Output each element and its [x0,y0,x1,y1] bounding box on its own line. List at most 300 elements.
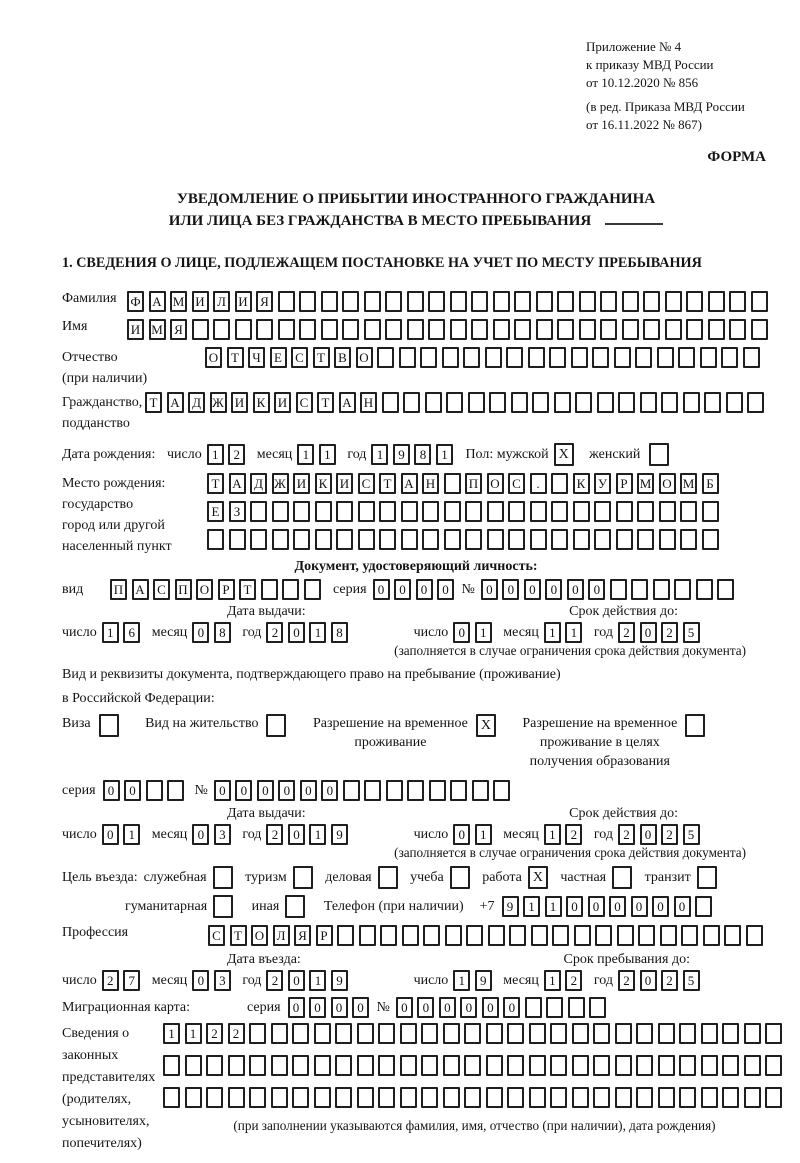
char-cell[interactable] [450,780,467,801]
char-cell[interactable]: К [315,473,332,494]
char-cell[interactable]: 2 [228,444,245,465]
char-cell[interactable]: 9 [331,970,348,991]
char-cell[interactable] [486,1023,503,1044]
char-cell[interactable]: С [296,392,313,413]
char-cell[interactable] [574,925,591,946]
char-cell[interactable] [665,291,682,312]
char-cell[interactable] [343,780,360,801]
char-cell[interactable] [471,319,488,340]
char-cell[interactable] [551,473,568,494]
char-cell[interactable] [463,347,480,368]
char-cell[interactable]: Н [360,392,377,413]
char-cell[interactable] [729,319,746,340]
char-cell[interactable]: Т [239,579,256,600]
char-cell[interactable] [486,1055,503,1076]
char-cell[interactable] [249,1055,266,1076]
char-cell[interactable] [229,529,246,550]
char-cell[interactable] [403,392,420,413]
char-cell[interactable] [450,291,467,312]
char-cell[interactable] [744,1023,761,1044]
char-cell[interactable]: Т [230,925,247,946]
char-cell[interactable]: 7 [123,970,140,991]
char-cell[interactable]: 3 [214,970,231,991]
char-cell[interactable] [382,392,399,413]
char-cell[interactable] [722,1087,739,1108]
sex-female-checkbox[interactable] [649,443,669,466]
char-cell[interactable]: 0 [396,997,413,1018]
char-cell[interactable] [678,347,695,368]
char-cell[interactable] [402,925,419,946]
char-cell[interactable]: 9 [331,824,348,845]
char-cell[interactable]: 1 [544,970,561,991]
char-cell[interactable]: 2 [618,622,635,643]
char-cell[interactable] [631,579,648,600]
char-cell[interactable] [529,1055,546,1076]
char-cell[interactable]: С [291,347,308,368]
char-cell[interactable] [464,1023,481,1044]
char-cell[interactable] [572,1087,589,1108]
char-cell[interactable]: 0 [321,780,338,801]
char-cell[interactable] [532,392,549,413]
char-cell[interactable] [357,1023,374,1044]
char-cell[interactable]: П [110,579,127,600]
char-cell[interactable] [428,291,445,312]
char-cell[interactable]: Б [702,473,719,494]
purpose-work-checkbox[interactable]: X [528,866,548,889]
char-cell[interactable]: О [251,925,268,946]
char-cell[interactable]: Т [317,392,334,413]
char-cell[interactable] [299,291,316,312]
char-cell[interactable]: 0 [674,896,691,917]
char-cell[interactable]: 0 [417,997,434,1018]
char-cell[interactable]: М [637,473,654,494]
char-cell[interactable] [551,529,568,550]
char-cell[interactable] [507,1055,524,1076]
char-cell[interactable] [640,392,657,413]
char-cell[interactable]: 5 [683,970,700,991]
char-cell[interactable]: 2 [565,824,582,845]
char-cell[interactable] [378,1023,395,1044]
char-cell[interactable] [261,579,278,600]
char-cell[interactable] [378,1055,395,1076]
char-cell[interactable] [489,392,506,413]
residence-permit-checkbox[interactable] [266,714,286,737]
char-cell[interactable] [724,925,741,946]
char-cell[interactable] [618,392,635,413]
char-cell[interactable] [726,392,743,413]
char-cell[interactable]: И [127,319,144,340]
char-cell[interactable] [708,319,725,340]
char-cell[interactable] [635,347,652,368]
char-cell[interactable]: 0 [300,780,317,801]
char-cell[interactable]: 0 [588,896,605,917]
char-cell[interactable] [465,501,482,522]
char-cell[interactable] [507,1087,524,1108]
char-cell[interactable] [429,780,446,801]
char-cell[interactable] [683,392,700,413]
char-cell[interactable]: 0 [652,896,669,917]
char-cell[interactable] [660,925,677,946]
char-cell[interactable] [701,1055,718,1076]
char-cell[interactable] [573,529,590,550]
char-cell[interactable]: 0 [124,780,141,801]
char-cell[interactable] [213,319,230,340]
char-cell[interactable]: 0 [257,780,274,801]
char-cell[interactable] [256,319,273,340]
char-cell[interactable] [636,1087,653,1108]
char-cell[interactable]: 0 [503,997,520,1018]
char-cell[interactable] [616,529,633,550]
char-cell[interactable] [386,780,403,801]
char-cell[interactable] [314,1023,331,1044]
char-cell[interactable] [250,501,267,522]
char-cell[interactable] [428,319,445,340]
char-cell[interactable] [661,392,678,413]
char-cell[interactable]: 0 [288,622,305,643]
char-cell[interactable]: 0 [460,997,477,1018]
char-cell[interactable] [528,347,545,368]
char-cell[interactable] [595,925,612,946]
char-cell[interactable] [399,347,416,368]
char-cell[interactable]: 8 [214,622,231,643]
char-cell[interactable] [594,529,611,550]
char-cell[interactable] [421,1087,438,1108]
char-cell[interactable]: Т [207,473,224,494]
char-cell[interactable] [643,319,660,340]
char-cell[interactable] [401,501,418,522]
char-cell[interactable]: 2 [661,622,678,643]
char-cell[interactable]: М [170,291,187,312]
char-cell[interactable] [400,1023,417,1044]
char-cell[interactable] [401,529,418,550]
char-cell[interactable]: 1 [102,622,119,643]
char-cell[interactable] [359,925,376,946]
char-cell[interactable] [357,1087,374,1108]
char-cell[interactable] [747,392,764,413]
char-cell[interactable]: Е [270,347,287,368]
char-cell[interactable] [235,319,252,340]
purpose-private-checkbox[interactable] [612,866,632,889]
char-cell[interactable] [546,997,563,1018]
char-cell[interactable] [337,925,354,946]
char-cell[interactable]: А [229,473,246,494]
char-cell[interactable]: И [235,291,252,312]
char-cell[interactable] [701,1087,718,1108]
char-cell[interactable] [511,392,528,413]
char-cell[interactable] [444,501,461,522]
char-cell[interactable] [702,501,719,522]
char-cell[interactable]: 0 [609,896,626,917]
char-cell[interactable] [722,1023,739,1044]
char-cell[interactable] [658,1087,675,1108]
char-cell[interactable] [304,579,321,600]
char-cell[interactable]: 0 [235,780,252,801]
char-cell[interactable]: 2 [661,824,678,845]
char-cell[interactable]: 2 [102,970,119,991]
char-cell[interactable]: О [487,473,504,494]
char-cell[interactable] [423,925,440,946]
char-cell[interactable] [444,529,461,550]
char-cell[interactable] [335,1087,352,1108]
char-cell[interactable] [292,1023,309,1044]
purpose-humanitarian-checkbox[interactable] [213,895,233,918]
char-cell[interactable] [637,501,654,522]
char-cell[interactable] [615,1087,632,1108]
char-cell[interactable] [571,347,588,368]
char-cell[interactable] [593,1087,610,1108]
char-cell[interactable]: 5 [683,824,700,845]
title-blank-line[interactable] [605,210,663,225]
char-cell[interactable] [550,1087,567,1108]
char-cell[interactable] [700,347,717,368]
char-cell[interactable]: 0 [331,997,348,1018]
char-cell[interactable]: Р [616,473,633,494]
char-cell[interactable] [530,529,547,550]
char-cell[interactable] [600,291,617,312]
char-cell[interactable]: 2 [266,622,283,643]
char-cell[interactable]: П [465,473,482,494]
char-cell[interactable] [708,291,725,312]
char-cell[interactable] [314,1087,331,1108]
char-cell[interactable]: 0 [439,997,456,1018]
temp-residence-education-checkbox[interactable] [685,714,705,737]
char-cell[interactable]: М [680,473,697,494]
char-cell[interactable] [377,347,394,368]
char-cell[interactable]: 0 [482,997,499,1018]
char-cell[interactable]: Ж [272,473,289,494]
char-cell[interactable] [321,319,338,340]
char-cell[interactable] [293,501,310,522]
char-cell[interactable]: Л [273,925,290,946]
char-cell[interactable]: Я [256,291,273,312]
char-cell[interactable]: С [208,925,225,946]
char-cell[interactable] [657,347,674,368]
char-cell[interactable]: 1 [523,896,540,917]
char-cell[interactable] [357,1055,374,1076]
char-cell[interactable] [681,925,698,946]
char-cell[interactable] [637,529,654,550]
char-cell[interactable]: 0 [566,896,583,917]
char-cell[interactable] [701,1023,718,1044]
char-cell[interactable]: 2 [618,824,635,845]
char-cell[interactable] [422,501,439,522]
char-cell[interactable] [679,1087,696,1108]
char-cell[interactable] [272,529,289,550]
char-cell[interactable] [488,925,505,946]
char-cell[interactable]: 1 [297,444,314,465]
char-cell[interactable]: 1 [544,824,561,845]
char-cell[interactable] [465,529,482,550]
char-cell[interactable] [695,896,712,917]
char-cell[interactable] [192,319,209,340]
char-cell[interactable] [552,925,569,946]
char-cell[interactable] [550,1055,567,1076]
char-cell[interactable]: 8 [414,444,431,465]
char-cell[interactable]: 1 [436,444,453,465]
char-cell[interactable] [615,1023,632,1044]
char-cell[interactable] [321,291,338,312]
char-cell[interactable]: Н [422,473,439,494]
char-cell[interactable] [299,319,316,340]
char-cell[interactable]: 1 [565,622,582,643]
char-cell[interactable] [292,1087,309,1108]
char-cell[interactable]: 2 [266,824,283,845]
char-cell[interactable] [385,319,402,340]
char-cell[interactable] [702,529,719,550]
char-cell[interactable]: Д [250,473,267,494]
char-cell[interactable]: 1 [309,970,326,991]
char-cell[interactable]: О [196,579,213,600]
char-cell[interactable] [557,319,574,340]
char-cell[interactable] [336,501,353,522]
char-cell[interactable]: А [167,392,184,413]
char-cell[interactable]: Ж [210,392,227,413]
char-cell[interactable]: 0 [373,579,390,600]
char-cell[interactable] [278,319,295,340]
char-cell[interactable] [358,529,375,550]
char-cell[interactable] [509,925,526,946]
char-cell[interactable] [549,347,566,368]
char-cell[interactable] [751,319,768,340]
char-cell[interactable]: 0 [453,824,470,845]
char-cell[interactable] [272,501,289,522]
char-cell[interactable]: 1 [544,622,561,643]
char-cell[interactable] [185,1087,202,1108]
char-cell[interactable] [163,1055,180,1076]
char-cell[interactable] [167,780,184,801]
char-cell[interactable]: 0 [481,579,498,600]
char-cell[interactable] [228,1087,245,1108]
char-cell[interactable]: 2 [661,970,678,991]
char-cell[interactable]: Ч [248,347,265,368]
char-cell[interactable] [550,1023,567,1044]
char-cell[interactable]: Т [379,473,396,494]
char-cell[interactable] [579,319,596,340]
char-cell[interactable]: И [192,291,209,312]
char-cell[interactable]: 2 [228,1023,245,1044]
char-cell[interactable] [385,291,402,312]
temp-residence-checkbox[interactable]: X [476,714,496,737]
char-cell[interactable]: Я [170,319,187,340]
char-cell[interactable] [407,319,424,340]
char-cell[interactable] [443,1023,460,1044]
char-cell[interactable]: 1 [319,444,336,465]
char-cell[interactable]: Т [313,347,330,368]
purpose-business-checkbox[interactable] [378,866,398,889]
char-cell[interactable]: 0 [214,780,231,801]
char-cell[interactable]: И [274,392,291,413]
char-cell[interactable] [146,780,163,801]
char-cell[interactable] [468,392,485,413]
char-cell[interactable] [536,291,553,312]
char-cell[interactable] [686,319,703,340]
char-cell[interactable]: . [530,473,547,494]
char-cell[interactable] [525,997,542,1018]
char-cell[interactable] [659,529,676,550]
char-cell[interactable]: 1 [309,622,326,643]
char-cell[interactable]: 0 [524,579,541,600]
char-cell[interactable]: 9 [475,970,492,991]
char-cell[interactable]: 0 [288,970,305,991]
char-cell[interactable]: 1 [475,622,492,643]
char-cell[interactable] [493,291,510,312]
char-cell[interactable] [508,501,525,522]
char-cell[interactable] [250,529,267,550]
char-cell[interactable] [450,319,467,340]
char-cell[interactable]: Я [294,925,311,946]
char-cell[interactable]: 1 [309,824,326,845]
char-cell[interactable] [679,1023,696,1044]
char-cell[interactable] [506,347,523,368]
char-cell[interactable]: 0 [288,997,305,1018]
char-cell[interactable]: 2 [618,970,635,991]
char-cell[interactable] [575,392,592,413]
char-cell[interactable]: О [659,473,676,494]
visa-checkbox[interactable] [99,714,119,737]
char-cell[interactable]: 5 [683,622,700,643]
char-cell[interactable]: С [153,579,170,600]
char-cell[interactable] [228,1055,245,1076]
char-cell[interactable] [315,501,332,522]
char-cell[interactable] [422,529,439,550]
purpose-tourism-checkbox[interactable] [293,866,313,889]
char-cell[interactable] [487,501,504,522]
char-cell[interactable] [531,925,548,946]
char-cell[interactable] [622,291,639,312]
char-cell[interactable] [425,392,442,413]
char-cell[interactable]: 0 [309,997,326,1018]
char-cell[interactable] [589,997,606,1018]
char-cell[interactable]: 0 [567,579,584,600]
char-cell[interactable]: 0 [102,824,119,845]
char-cell[interactable] [557,291,574,312]
char-cell[interactable] [597,392,614,413]
char-cell[interactable] [568,997,585,1018]
char-cell[interactable] [278,291,295,312]
sex-male-checkbox[interactable]: X [554,443,574,466]
char-cell[interactable]: 1 [453,970,470,991]
char-cell[interactable] [529,1023,546,1044]
char-cell[interactable] [514,291,531,312]
char-cell[interactable]: 0 [588,579,605,600]
char-cell[interactable]: 0 [416,579,433,600]
char-cell[interactable] [380,925,397,946]
char-cell[interactable] [680,529,697,550]
char-cell[interactable] [744,1087,761,1108]
char-cell[interactable] [658,1023,675,1044]
char-cell[interactable] [659,501,676,522]
char-cell[interactable]: У [594,473,611,494]
char-cell[interactable] [444,473,461,494]
char-cell[interactable] [717,579,734,600]
char-cell[interactable] [573,501,590,522]
purpose-study-checkbox[interactable] [450,866,470,889]
char-cell[interactable]: 1 [163,1023,180,1044]
char-cell[interactable]: П [175,579,192,600]
char-cell[interactable] [206,1087,223,1108]
char-cell[interactable]: 8 [331,622,348,643]
char-cell[interactable]: 0 [640,970,657,991]
char-cell[interactable] [665,319,682,340]
char-cell[interactable]: 0 [192,970,209,991]
char-cell[interactable] [249,1087,266,1108]
char-cell[interactable]: 0 [103,780,120,801]
char-cell[interactable] [336,529,353,550]
char-cell[interactable] [614,347,631,368]
char-cell[interactable] [765,1087,782,1108]
char-cell[interactable] [314,1055,331,1076]
char-cell[interactable]: О [356,347,373,368]
